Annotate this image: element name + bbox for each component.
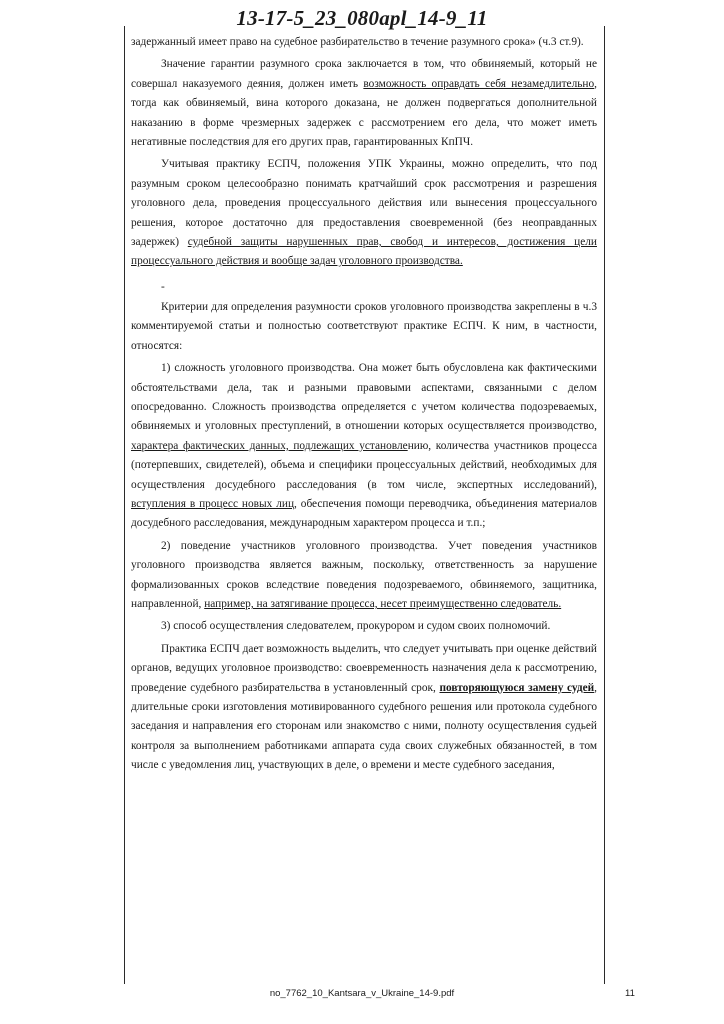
document-title: 13-17-5_23_080apl_14-9_11 [236, 6, 488, 30]
paragraph-8-bold-underlined: повторяющуюся замену судей [439, 681, 595, 694]
paragraph-7: 3) способ осуществления следователем, прокурором и судом своих полномочий. [161, 620, 551, 633]
paragraph-6 [131, 537, 597, 615]
paragraph-5-underlined-1: характера фактических данных, подлежащих установле [131, 439, 408, 452]
paragraph-4: Критерии для определения разумности сроков уголовного производства закреплены в ч.3 комментируемой статьи и полностью соответствуют практике ЕСПЧ. К ним, в частности, относятся: [131, 300, 597, 352]
right-margin-rule [604, 26, 605, 984]
footer-filename: no_7762_10_Kantsara_v_Ukraine_14-9.pdf [269, 988, 455, 999]
paragraph-5 [131, 359, 597, 534]
paragraph-8 [131, 640, 597, 776]
paragraph-2 [131, 55, 597, 152]
paragraph-6-text-a: 2) поведение участников уголовного производства. Учет поведения участников уголовного производства является важным, поскольку, ответственность за нарушение формализованных сроков вследствие поведения подозреваемого, обвиняемого, защитника, направленной, [131, 539, 597, 610]
paragraph-8-text-b: , длительные сроки изготовления мотивированного судебного решения или протокола судебного заседания и направления его сторонам или знакомство с ними, полноту осуществления судьей контроля за выполнением работниками аппарата суда своих служебных обязанностей, в том числе с уведомления лиц, участвующих в деле, о времени и месте судебного заседания, [131, 681, 597, 772]
paragraph-3-underlined: судебной защиты нарушенных прав, свобод и интересов, достижения цели процессуального действия и вообще задач уголовного производства. [131, 236, 597, 268]
footer-page-number: 11 [625, 988, 635, 999]
paragraph-8-text-a: Практика ЕСПЧ дает возможность выделить, что следует учитывать при оценке действий органов, ведущих уголовное производство: своевременность назначения дела к рассмотрению, проведение судебного разбирательства в установленный срок, [131, 642, 597, 694]
paragraph-3 [131, 155, 597, 271]
paragraph-6-underlined: например, на затягивание процесса, несет преимущественно следователь. [204, 597, 562, 610]
paragraph-2-text-b: , тогда как обвиняемый, вина которого доказана, не должен подвергаться дополнительной наказанию в форме чрезмерных задержек с рассмотрением его дела, что может иметь негативные последствия для его других прав, гарантированных КпПЧ. [131, 77, 598, 149]
paragraph-5-underlined-2: вступления в процесс новых лиц [131, 497, 295, 510]
paragraph-1: задержанный имеет право на судебное разбирательство в течение разумного срока» (ч.3 ст.9). [131, 36, 584, 48]
left-margin-rule [124, 26, 125, 984]
paragraph-2-underlined: возможность оправдать себя незамедлительно [363, 77, 595, 90]
paragraph-5-text-c: , обеспечения помощи переводчика, объединения материалов досудебного расследования, международным характером процесса и т.п.; [131, 497, 597, 530]
paragraph-5-text-a: 1) сложность уголовного производства. Она может быть обусловлена как фактическими обстоятельствами дела, так и разными правовыми аспектами, связанными с делом опосредованно. Сложность производства определяется с учетом количества подозреваемых, обвиняемых и уголовных преступлений, в отношении которых осуществляется производство, [131, 362, 597, 433]
dash-marker: - [161, 280, 165, 293]
paragraph-3-text-a: Учитывая практику ЕСПЧ, положения УПК Украины, можно определить, что под разумным сроком целесообразно понимать кратчайший срок рассмотрения и разрешения уголовного дела, проведения процессуального действия или вынесения процессуального решения, которое достаточно для предоставления своевременной (без неоправданных задержек) [131, 158, 597, 249]
paragraph-2-text-a: Значение гарантии разумного срока заключается в том, что обвиняемый, который не совершал наказуемого деяния, должен иметь [131, 58, 597, 90]
document-body [131, 33, 597, 776]
paragraph-5-text-b: нию, количества участников процесса (потерпевших, свидетелей), объема и специфики процессуальных действий, необходимых для осуществления досудебного расследования (в том числе, экспертных исследований), [131, 439, 597, 491]
